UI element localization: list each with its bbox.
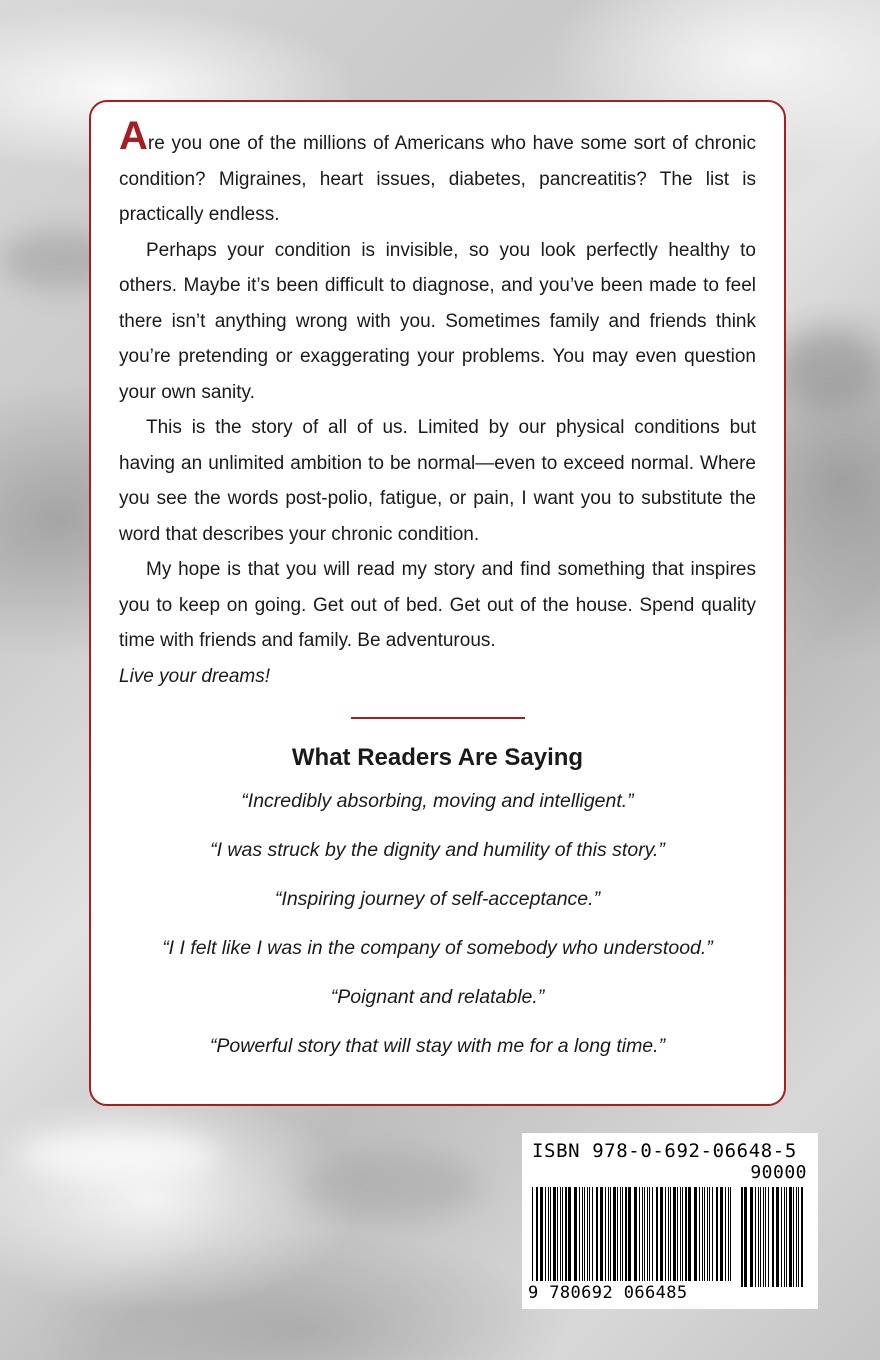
barcode-bar: [550, 1187, 551, 1281]
barcode-bar: [613, 1187, 616, 1281]
barcode-bar: [596, 1187, 598, 1281]
price-addon-number: 90000: [750, 1162, 807, 1183]
barcode-bar: [540, 1187, 543, 1281]
barcode-bar: [568, 1187, 571, 1281]
barcode-bar: [562, 1187, 563, 1281]
blurb-paragraph-3: This is the story of all of us. Limited by our physical conditions but having an unlimited ambition to be normal—even to exceed normal. Where you see the words post-polio, fatigue, or pain, I want you to substitute the word that describes your chronic condition.: [119, 417, 756, 545]
description-panel: [89, 100, 786, 1106]
barcode-bar: [656, 1187, 658, 1281]
barcode-bar: [608, 1187, 609, 1281]
barcode-bar: [642, 1187, 643, 1281]
barcode-bar: [801, 1187, 803, 1287]
blurb-paragraph-2: Perhaps your condition is invisible, so you look perfectly healthy to others. Maybe it’s been difficult to diagnose, and you’ve been made to feel there isn’t anything wrong with you. Sometimes family and friends think you’re pretending or exaggerating your problems. You may even question your own sanity.: [119, 239, 756, 403]
reader-quotes: [119, 789, 756, 1058]
barcode-bar: [712, 1187, 713, 1281]
barcode-bar: [781, 1187, 782, 1287]
drop-cap: A: [119, 114, 148, 158]
reader-quote: “I was struck by the dignity and humility of this story.”: [210, 839, 665, 861]
blurb-paragraph-1-text: re you one of the millions of Americans who have some sort of chronic condition? Migraines, heart issues, diabetes, pancreatitis? The list is practically endless.: [119, 133, 756, 225]
barcode-bar: [536, 1187, 538, 1281]
barcode-bar: [652, 1187, 653, 1281]
barcode-bar: [741, 1187, 743, 1287]
barcode-bar: [557, 1187, 558, 1281]
reader-quote: “I I felt like I was in the company of somebody who understood.”: [162, 937, 713, 959]
barcode-bar: [574, 1187, 577, 1281]
barcode-bar: [673, 1187, 676, 1281]
barcode-bar: [758, 1187, 759, 1287]
blurb-paragraph-4: [119, 552, 756, 694]
barcode-bar: [668, 1187, 669, 1281]
barcode-bar: [704, 1187, 705, 1281]
section-divider: [351, 717, 525, 719]
barcode-bar: [579, 1187, 580, 1281]
bedsheet-fold: [20, 1130, 220, 1180]
barcode-bar: [589, 1187, 590, 1281]
barcode-bar: [565, 1187, 567, 1281]
barcode-bar: [789, 1187, 792, 1287]
barcode-bar: [605, 1187, 606, 1281]
barcode-bar: [793, 1187, 794, 1287]
barcode-bar: [560, 1187, 561, 1281]
bedsheet-fold: [300, 1150, 480, 1220]
readers-heading: What Readers Are Saying: [291, 744, 584, 771]
barcode-bar: [725, 1187, 726, 1281]
barcode-bar: [682, 1187, 683, 1281]
barcode-bar: [660, 1187, 663, 1281]
reader-quote: “Poignant and relatable.”: [330, 986, 545, 1008]
barcode-bar: [665, 1187, 666, 1281]
barcode-bar: [592, 1187, 593, 1281]
barcode-bar: [620, 1187, 621, 1281]
barcode-bar: [647, 1187, 648, 1281]
isbn-barcode: [522, 1133, 818, 1309]
barcode-bar: [644, 1187, 645, 1281]
blurb-paragraph-4-text: My hope is that you will read my story and find something that inspires you to keep on going. Get out of bed. Get out of the house. Spend quality time with friends and family. Be adventurous.: [119, 559, 756, 651]
ean-number: 9 780692 066485: [528, 1283, 688, 1303]
barcode-bar: [685, 1187, 687, 1281]
barcode-bar: [798, 1187, 799, 1287]
barcode-bar: [763, 1187, 764, 1287]
barcode-bar: [600, 1187, 603, 1281]
barcode-bar: [755, 1187, 756, 1287]
blurb: [119, 114, 756, 694]
barcode-bar: [688, 1187, 691, 1281]
barcode-bar: [796, 1187, 797, 1287]
barcode-bar: [680, 1187, 681, 1281]
barcode-bar: [649, 1187, 650, 1281]
barcode-bar: [744, 1187, 747, 1287]
barcode-bar: [709, 1187, 710, 1281]
barcode-bar: [617, 1187, 618, 1281]
barcode-bar: [784, 1187, 785, 1287]
barcode-bar: [765, 1187, 766, 1287]
barcode-bar: [768, 1187, 769, 1287]
barcode-bar: [694, 1187, 697, 1281]
barcode-bar: [548, 1187, 549, 1281]
barcode-bar: [720, 1187, 723, 1281]
barcode-bar: [677, 1187, 678, 1281]
barcode-bar: [639, 1187, 640, 1281]
barcode-bar: [786, 1187, 787, 1287]
barcode-bar: [760, 1187, 761, 1287]
barcode-bar: [730, 1187, 731, 1281]
barcode-bar: [699, 1187, 700, 1281]
barcode-bar: [750, 1187, 753, 1287]
barcode-bar: [532, 1187, 533, 1281]
reader-quote: “Powerful story that will stay with me for a long time.”: [209, 1035, 666, 1057]
barcode-bar: [728, 1187, 729, 1281]
barcode-bar: [587, 1187, 588, 1281]
blurb-paragraph-1: [119, 114, 756, 233]
barcode-bar: [776, 1187, 779, 1287]
barcode-bar: [716, 1187, 718, 1281]
barcode-bar: [610, 1187, 611, 1281]
reader-quote: “Inspiring journey of self-acceptance.”: [274, 888, 601, 910]
barcode-bar: [634, 1187, 637, 1281]
bedsheet-fold: [780, 330, 880, 410]
barcode-bar: [553, 1187, 556, 1281]
barcode-bar: [707, 1187, 708, 1281]
barcode-bar: [622, 1187, 623, 1281]
barcode-bar: [545, 1187, 546, 1281]
blurb-closing-italic: Live your dreams!: [119, 665, 271, 687]
barcode-bar: [625, 1187, 627, 1281]
barcode-bar: [628, 1187, 631, 1281]
barcode-bars: [532, 1187, 808, 1287]
barcode-bar: [702, 1187, 703, 1281]
reader-quote: “Incredibly absorbing, moving and intelligent.”: [241, 790, 634, 812]
barcode-bar: [670, 1187, 671, 1281]
barcode-bar: [584, 1187, 585, 1281]
barcode-bar: [582, 1187, 583, 1281]
barcode-bar: [772, 1187, 774, 1287]
isbn-label: ISBN 978-0-692-06648-5: [532, 1140, 797, 1162]
